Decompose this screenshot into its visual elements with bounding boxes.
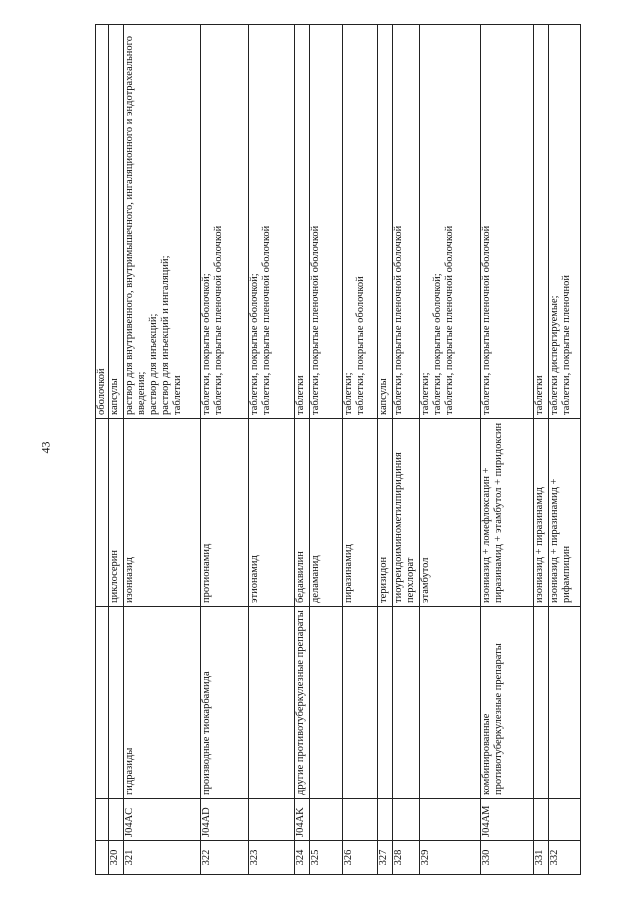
dosage-form-line: таблетки, покрытые оболочкой; — [249, 273, 260, 415]
drug-name-cell: теризидон — [378, 419, 393, 607]
row-number-cell: 332 — [549, 841, 581, 875]
dosage-form-line: таблетки, покрытые пленочной оболочкой — [261, 225, 272, 415]
row-number-cell: 321 — [124, 841, 201, 875]
dosage-forms-cell — [481, 25, 534, 419]
group-name-cell: производные тиокарбамида — [201, 607, 249, 799]
atc-code-cell: J04AC — [124, 799, 201, 841]
dosage-form-line: таблетки, покрытые пленочной — [561, 274, 572, 415]
table-body — [96, 25, 581, 875]
table-row — [534, 25, 549, 875]
atc-code-cell — [310, 799, 343, 841]
dosage-forms-cell — [249, 25, 295, 419]
group-name-cell: другие противотуберкулезные препараты — [295, 607, 310, 799]
group-name-cell — [534, 607, 549, 799]
table-row — [378, 25, 393, 875]
rotated-page-content — [95, 25, 575, 875]
atc-code-cell — [96, 799, 109, 841]
table-row — [343, 25, 378, 875]
dosage-form-line: таблетки, покрытые оболочкой — [355, 276, 366, 415]
dosage-form-line: таблетки, покрытые пленочной оболочкой — [444, 225, 455, 415]
drug-name-cell: протионамид — [201, 419, 249, 607]
dosage-forms-cell — [295, 25, 310, 419]
dosage-form-line: капсулы — [109, 378, 120, 415]
page-number: 43 — [38, 441, 53, 454]
atc-code-cell — [343, 799, 378, 841]
dosage-form-line: таблетки, покрытые пленочной оболочкой — [213, 225, 224, 415]
dosage-form-line: таблетки, покрытые оболочкой; — [201, 273, 212, 415]
dosage-form-line: оболочкой — [96, 368, 107, 415]
dosage-form-line: таблетки; — [420, 372, 431, 415]
dosage-forms-cell — [109, 25, 124, 419]
table-row — [549, 25, 581, 875]
atc-code-cell — [109, 799, 124, 841]
dosage-form-line: таблетки — [295, 375, 306, 415]
row-number-cell: 322 — [201, 841, 249, 875]
group-name-cell — [109, 607, 124, 799]
atc-code-cell — [249, 799, 295, 841]
dosage-form-line: таблетки, покрытые пленочной оболочкой — [310, 225, 321, 415]
group-name-cell: комбинированные противотуберкулезные препараты — [481, 607, 534, 799]
drug-name-cell: пиразинамид — [343, 419, 378, 607]
atc-code-cell — [549, 799, 581, 841]
group-name-cell: гидразиды — [124, 607, 201, 799]
drug-name-cell: циклосерин — [109, 419, 124, 607]
drug-name-cell: изониазид — [124, 419, 201, 607]
table-row — [295, 25, 310, 875]
table-row — [393, 25, 420, 875]
drug-name-cell: деламанид — [310, 419, 343, 607]
dosage-form-line: раствор для внутривенного, внутримышечного, ингаляционного и эндотрахеального введения; — [124, 36, 147, 415]
drug-name-cell — [96, 419, 109, 607]
table-row — [96, 25, 109, 875]
row-number-cell: 329 — [420, 841, 481, 875]
table-row — [201, 25, 249, 875]
dosage-forms-cell — [201, 25, 249, 419]
drug-name-cell: изониазид + ломефлоксацин + пиразинамид + этамбутол + пиридоксин — [481, 419, 534, 607]
group-name-cell — [420, 607, 481, 799]
atc-code-cell: J04AM — [481, 799, 534, 841]
drug-name-cell: изониазид + пиразинамид + рифампицин — [549, 419, 581, 607]
table-row — [481, 25, 534, 875]
group-name-cell — [96, 607, 109, 799]
row-number-cell: 324 — [295, 841, 310, 875]
atc-code-cell — [534, 799, 549, 841]
dosage-forms-cell — [420, 25, 481, 419]
atc-code-cell: J04AD — [201, 799, 249, 841]
dosage-forms-cell — [393, 25, 420, 419]
group-name-cell — [343, 607, 378, 799]
drug-name-cell: тиоуреидоиминометилпиридиния перхлорат — [393, 419, 420, 607]
row-number-cell: 331 — [534, 841, 549, 875]
dosage-form-line: таблетки, покрытые оболочкой; — [432, 273, 443, 415]
row-number-cell: 323 — [249, 841, 295, 875]
dosage-form-line: раствор для инъекций и ингаляций; — [160, 255, 171, 415]
row-number-cell: 328 — [393, 841, 420, 875]
dosage-forms-cell — [343, 25, 378, 419]
dosage-form-line: таблетки, покрытые пленочной оболочкой — [481, 225, 492, 415]
row-number-cell: 327 — [378, 841, 393, 875]
table-row — [124, 25, 201, 875]
row-number-cell: 320 — [109, 841, 124, 875]
dosage-forms-cell — [96, 25, 109, 419]
atc-code-cell: J04AK — [295, 799, 310, 841]
row-number-cell: 325 — [310, 841, 343, 875]
dosage-form-line: раствор для инъекций; — [148, 313, 159, 415]
group-name-cell — [310, 607, 343, 799]
dosage-forms-cell — [534, 25, 549, 419]
dosage-forms-cell — [310, 25, 343, 419]
table-row — [249, 25, 295, 875]
table-row — [310, 25, 343, 875]
drug-name-cell: бедаквилин — [295, 419, 310, 607]
row-number-cell: 330 — [481, 841, 534, 875]
drug-name-cell: изониазид + пиразинамид — [534, 419, 549, 607]
drug-name-cell: этамбутол — [420, 419, 481, 607]
table-row — [420, 25, 481, 875]
group-name-cell — [378, 607, 393, 799]
dosage-forms-cell — [124, 25, 201, 419]
atc-code-cell — [420, 799, 481, 841]
dosage-form-line: капсулы — [378, 378, 389, 415]
row-number-cell: 326 — [343, 841, 378, 875]
dosage-form-line: таблетки — [172, 375, 183, 415]
table-row — [109, 25, 124, 875]
drug-name-cell: этионамид — [249, 419, 295, 607]
drug-list-table — [95, 24, 581, 875]
group-name-cell — [549, 607, 581, 799]
atc-code-cell — [378, 799, 393, 841]
dosage-form-line: таблетки диспергируемые; — [549, 295, 560, 415]
dosage-forms-cell — [378, 25, 393, 419]
row-number-cell — [96, 841, 109, 875]
group-name-cell — [393, 607, 420, 799]
group-name-cell — [249, 607, 295, 799]
dosage-forms-cell — [549, 25, 581, 419]
dosage-form-line: таблетки, покрытые пленочной оболочкой — [393, 225, 404, 415]
atc-code-cell — [393, 799, 420, 841]
dosage-form-line: таблетки — [534, 375, 545, 415]
dosage-form-line: таблетки; — [343, 372, 354, 415]
